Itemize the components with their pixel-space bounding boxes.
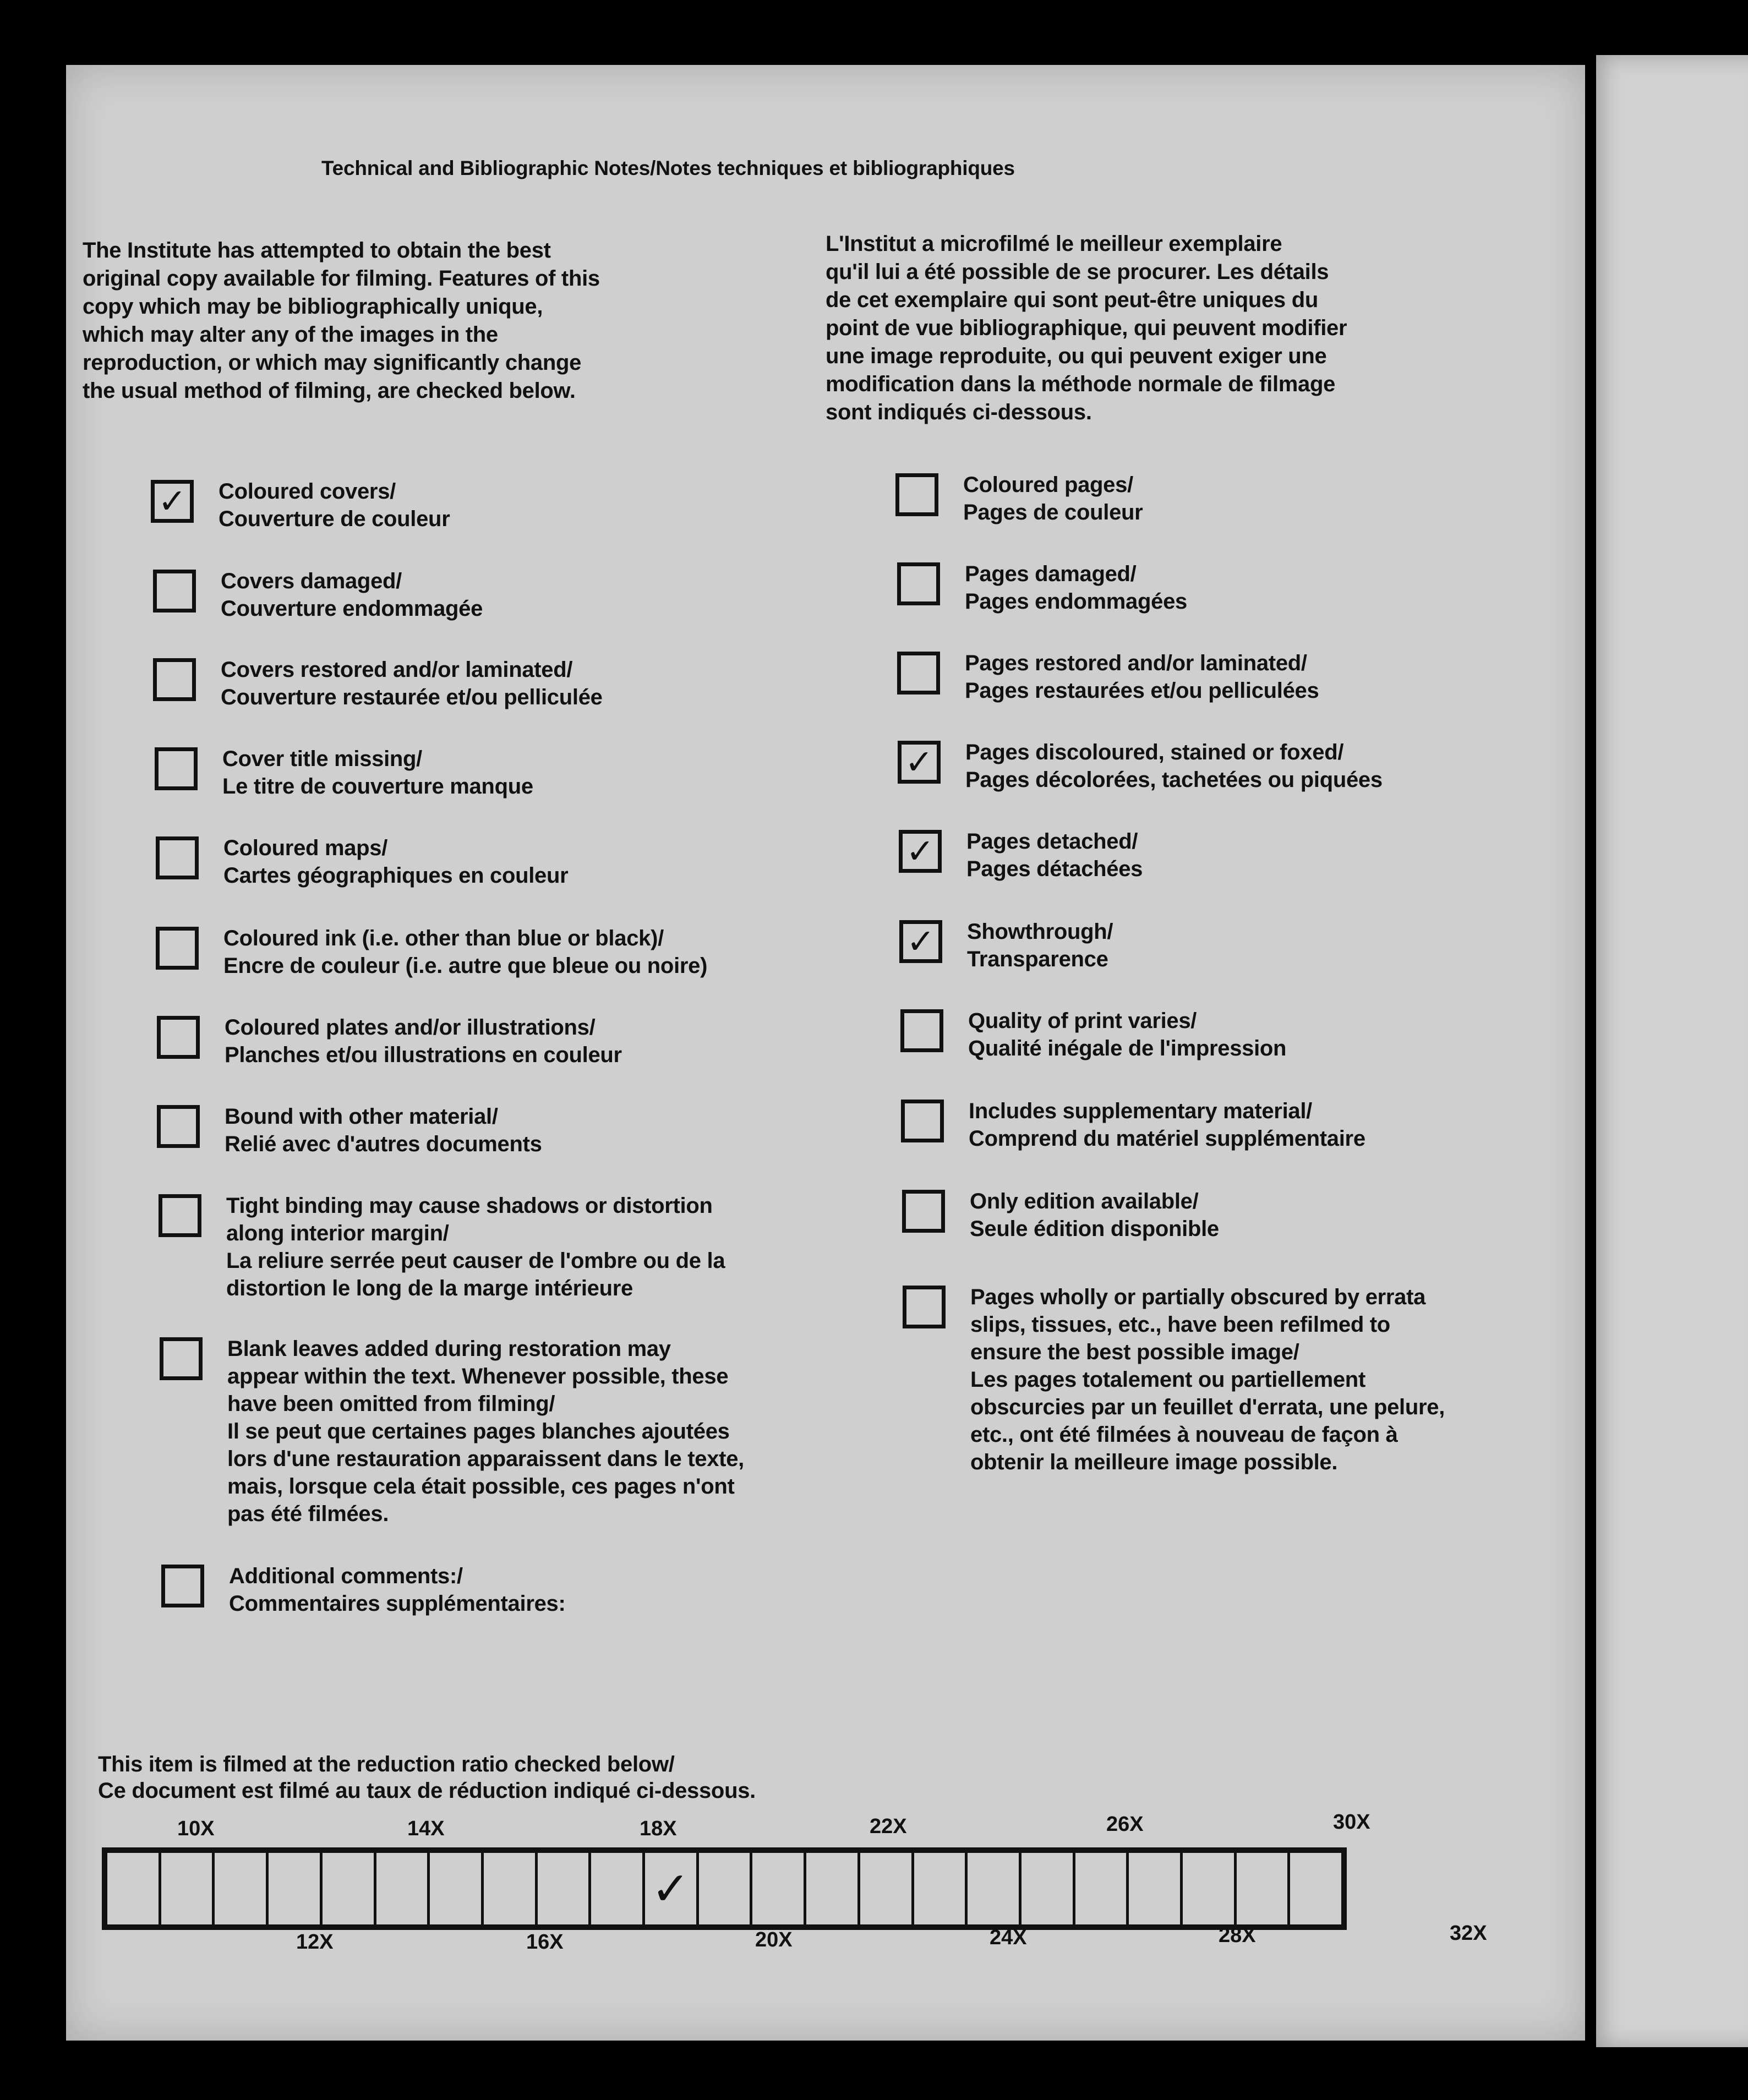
ratio-cell[interactable]: [107, 1853, 161, 1924]
checkbox[interactable]: [161, 1565, 204, 1607]
tick-top: 26X: [1106, 1813, 1144, 1836]
checklist-item-tight-binding: [159, 1194, 725, 1302]
checklist-item-bound-with-other: [157, 1105, 542, 1158]
checklist-label: Includes supplementary material/ Comprend du matériel supplémentaire: [969, 1099, 1365, 1151]
checklist-item-pages-discoloured: [898, 741, 1383, 794]
tick-bottom: 16X: [526, 1931, 564, 1954]
ratio-cell[interactable]: [430, 1853, 484, 1924]
checklist-label: Pages discoloured, stained or foxed/ Pages décolorées, tachetées ou piquées: [965, 740, 1383, 792]
checkbox[interactable]: ✓: [899, 920, 942, 963]
checkbox[interactable]: [903, 1286, 946, 1328]
checklist-item-coloured-pages: [895, 473, 1143, 526]
checklist-label: Blank leaves added during restoration may appear within the text. Whenever possible, these have been omitted from filming/ Il se peut que certaines pages blanches ajoutées lors d'une restauration apparaissent dans le texte, mais, lorsque cela était possible, ces pages n'ont pas été filmées.: [227, 1337, 744, 1526]
checklist-item-blank-leaves: [160, 1337, 744, 1528]
checklist-label: Coloured covers/ Couverture de couleur: [218, 479, 450, 531]
checklist-item-pages-damaged: [897, 562, 1187, 615]
intro-french: L'Institut a microfilmé le meilleur exemplaire qu'il lui a été possible de se procurer. Les détails de cet exemplaire qui sont peut-être uniques du point de vue bibliographique, qui peuvent modifier une image reproduite, ou qui peuvent exiger une modification dans la méthode normale de filmage sont indiqués ci-dessous.: [826, 232, 1347, 424]
checkbox[interactable]: [156, 836, 199, 879]
ratio-cell[interactable]: [968, 1853, 1022, 1924]
ratio-cell[interactable]: [1183, 1853, 1237, 1924]
ratio-cell[interactable]: [752, 1853, 806, 1924]
tick-top: 30X: [1333, 1811, 1370, 1834]
checkbox[interactable]: ✓: [899, 830, 942, 873]
checkbox[interactable]: [155, 747, 198, 790]
checklist-label: Showthrough/ Transparence: [967, 920, 1113, 971]
tick-top: 14X: [407, 1817, 445, 1840]
checkbox[interactable]: [159, 1194, 201, 1237]
tick-bottom: 20X: [755, 1928, 793, 1951]
checkbox[interactable]: ✓: [151, 480, 194, 523]
checklist-item-coloured-plates: [157, 1016, 622, 1069]
checklist-label: Pages damaged/ Pages endommagées: [965, 562, 1187, 614]
checkbox[interactable]: [156, 927, 199, 970]
checklist-label: Coloured pages/ Pages de couleur: [963, 473, 1143, 524]
checklist-label: Covers damaged/ Couverture endommagée: [221, 569, 483, 621]
checkbox[interactable]: [160, 1337, 203, 1380]
checklist-label: Coloured ink (i.e. other than blue or black)/ Encre de couleur (i.e. autre que bleue ou noire): [223, 926, 708, 978]
ratio-cell[interactable]: [1129, 1853, 1183, 1924]
ratio-cell[interactable]: [699, 1853, 753, 1924]
ratio-cell[interactable]: [1237, 1853, 1291, 1924]
tick-top: 18X: [640, 1817, 677, 1840]
ratio-cell[interactable]: [376, 1853, 430, 1924]
intro-english: The Institute has attempted to obtain the best original copy available for filming. Features of this copy which may be bibliographically unique, which may alter any of the images in the reproduction, or which may significantly change the usual method of filming, are checked below.: [83, 238, 600, 403]
ratio-cell[interactable]: [806, 1853, 860, 1924]
checklist-item-coloured-ink: [156, 927, 707, 980]
ratio-cell[interactable]: [484, 1853, 538, 1924]
checklist-label: Pages wholly or partially obscured by errata slips, tissues, etc., have been refilmed to ensure the best possible image/ Les pages totalement ou partiellement obscurcies par un feuillet d'errata, une pelure, etc., ont été filmées à nouveau de façon à obtenir la meilleure image possible.: [970, 1285, 1445, 1474]
ratio-cell[interactable]: [161, 1853, 215, 1924]
ratio-cell[interactable]: [323, 1853, 376, 1924]
checklist-label: Coloured plates and/or illustrations/ Planches et/ou illustrations en couleur: [225, 1015, 622, 1067]
checkbox[interactable]: [897, 652, 940, 694]
tick-bottom: 24X: [990, 1926, 1027, 1949]
ratio-cell[interactable]: [1290, 1853, 1341, 1924]
adjacent-page-edge: [1596, 55, 1748, 2047]
checklist-item-only-edition: [902, 1190, 1219, 1243]
checklist-item-quality-of-print: [900, 1009, 1286, 1062]
checklist-label: Cover title missing/ Le titre de couverture manque: [222, 747, 533, 799]
ratio-cell-checked[interactable]: [645, 1853, 699, 1924]
reduction-ratio-scale: [102, 1847, 1347, 1930]
ratio-cell[interactable]: [914, 1853, 968, 1924]
checkbox[interactable]: [153, 570, 196, 612]
checkbox[interactable]: [895, 473, 938, 516]
ratio-cell[interactable]: [860, 1853, 914, 1924]
checklist-item-covers-restored: [153, 658, 603, 711]
checklist-label: Pages restored and/or laminated/ Pages restaurées et/ou pelliculées: [965, 651, 1319, 703]
tick-bottom: 28X: [1219, 1924, 1256, 1947]
tick-bottom: 32X: [1450, 1922, 1487, 1945]
checkbox[interactable]: ✓: [898, 741, 941, 784]
checkbox[interactable]: [153, 658, 196, 701]
ratio-cell[interactable]: [591, 1853, 645, 1924]
checkbox[interactable]: [902, 1190, 945, 1233]
checkbox[interactable]: [901, 1100, 944, 1142]
checkbox[interactable]: [900, 1009, 943, 1052]
checklist-item-showthrough: [899, 920, 1113, 973]
checkbox[interactable]: [157, 1016, 200, 1059]
check-mark-icon: ✓: [651, 1862, 690, 1916]
checkbox[interactable]: [157, 1105, 200, 1148]
tick-top: 10X: [177, 1817, 215, 1840]
page-title: Technical and Bibliographic Notes/Notes techniques et bibliographiques: [321, 157, 1015, 179]
checklist-item-supplementary-material: [901, 1100, 1365, 1152]
checklist-item-cover-title-missing: [155, 747, 533, 800]
checkbox[interactable]: [897, 562, 940, 605]
checklist-item-coloured-covers: [151, 480, 450, 533]
checklist-item-pages-detached: [899, 830, 1143, 883]
checklist-label: Additional comments:/ Commentaires supplémentaires:: [229, 1564, 566, 1616]
checklist-label: Tight binding may cause shadows or distortion along interior margin/ La reliure serrée peut causer de l'ombre ou de la distortion le long de la marge intérieure: [226, 1194, 725, 1300]
checklist-item-coloured-maps: [156, 836, 568, 889]
checklist-item-pages-obscured: [903, 1286, 1445, 1476]
checklist-label: Quality of print varies/ Qualité inégale de l'impression: [968, 1009, 1287, 1060]
ratio-cell[interactable]: [269, 1853, 323, 1924]
checklist-item-covers-damaged: [153, 570, 483, 622]
ratio-cell[interactable]: [215, 1853, 269, 1924]
ratio-cell[interactable]: [1022, 1853, 1075, 1924]
ratio-cell[interactable]: [538, 1853, 592, 1924]
reduction-ratio-label: This item is filmed at the reduction ratio checked below/ Ce document est filmé au taux de réduction indiqué ci-dessous.: [98, 1752, 756, 1803]
checklist-item-additional-comments: [161, 1565, 566, 1617]
checklist-label: Coloured maps/ Cartes géographiques en couleur: [223, 836, 569, 888]
tick-bottom: 12X: [296, 1931, 334, 1954]
ratio-cell[interactable]: [1075, 1853, 1129, 1924]
checklist-label: Bound with other material/ Relié avec d'autres documents: [225, 1104, 542, 1156]
checklist-label: Only edition available/ Seule édition disponible: [970, 1189, 1219, 1241]
checklist-item-pages-restored: [897, 652, 1319, 704]
checklist-label: Pages detached/ Pages détachées: [966, 829, 1143, 881]
checklist-label: Covers restored and/or laminated/ Couverture restaurée et/ou pelliculée: [221, 658, 603, 709]
tick-top: 22X: [870, 1815, 907, 1838]
